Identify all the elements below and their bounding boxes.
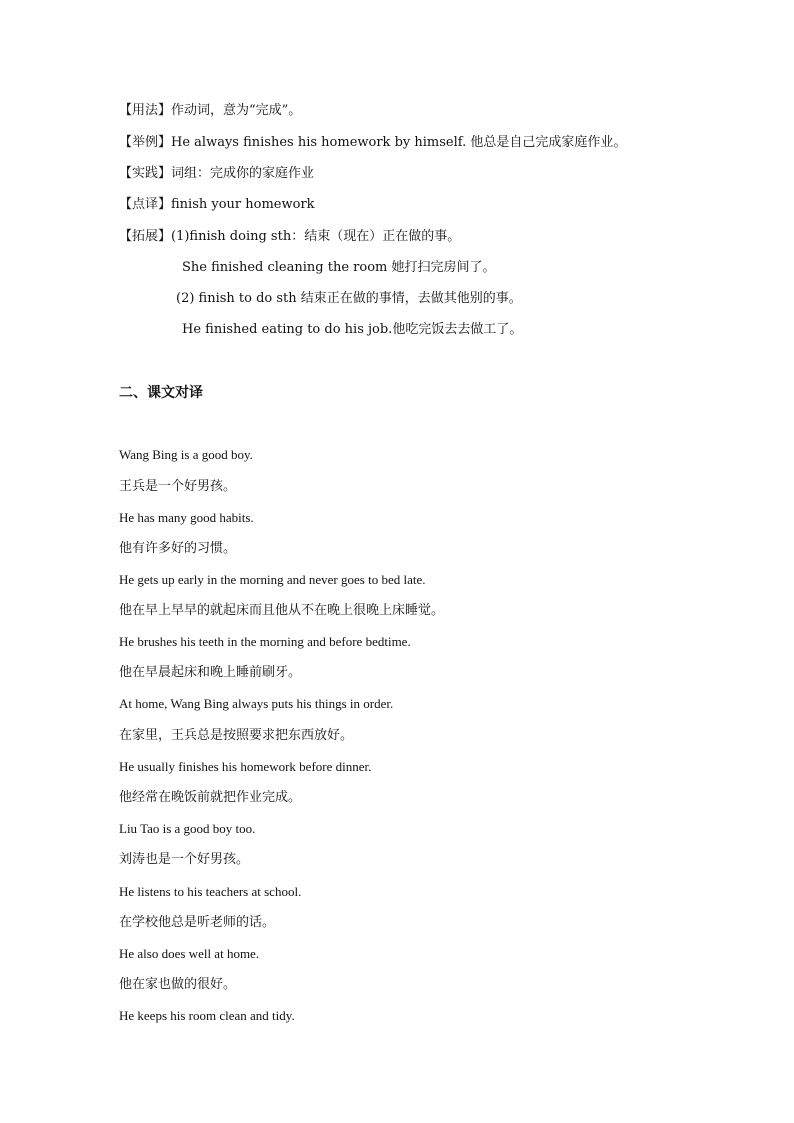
dialogue-line: Liu Tao is a good boy too. [119, 821, 256, 836]
dialogue-line: At home, Wang Bing always puts his things in order. [119, 696, 394, 711]
example-line: 【举例】He always finishes his homework by himself. 他总是自己完成家庭作业。 [119, 135, 627, 150]
dialogue-line: 王兵是一个好男孩。 [119, 479, 237, 494]
dialogue-line: 在学校他总是听老师的话。 [119, 915, 276, 930]
section-title: 二、课文对译 [119, 385, 203, 401]
dialogue-line: 他经常在晚饭前就把作业完成。 [119, 790, 302, 805]
extension-line-2: (2) finish to do sth 结束正在做的事情，去做其他别的事。 [176, 291, 522, 306]
dialogue-line: 刘涛也是一个好男孩。 [119, 852, 250, 867]
dialogue-line: Wang Bing is a good boy. [119, 447, 253, 462]
dialogue-line: He has many good habits. [119, 510, 254, 525]
extension-example-2: He finished eating to do his job.他吃完饭去去做工了。 [182, 322, 523, 337]
dialogue-line: He keeps his room clean and tidy. [119, 1008, 295, 1023]
dialogue-line: 他有许多好的习惯。 [119, 541, 237, 556]
usage-line: 【用法】作动词，意为“完成”。 [119, 103, 302, 118]
dialogue-line: 他在早上早早的就起床而且他从不在晚上很晚上床睡觉。 [119, 603, 445, 618]
dialogue-line: 他在家也做的很好。 [119, 977, 237, 992]
practice-line: 【实践】词组：完成你的家庭作业 [119, 166, 315, 181]
dialogue-line: He gets up early in the morning and never goes to bed late. [119, 572, 426, 587]
dialogue-line: He brushes his teeth in the morning and before bedtime. [119, 634, 411, 649]
extension-line: 【拓展】(1)finish doing sth：结束（现在）正在做的事。 [119, 229, 461, 244]
translation-line: 【点译】finish your homework [119, 197, 315, 212]
dialogue-line: He listens to his teachers at school. [119, 884, 302, 899]
dialogue-line: 他在早晨起床和晚上睡前刷牙。 [119, 665, 302, 680]
dialogue-line: 在家里，王兵总是按照要求把东西放好。 [119, 728, 354, 743]
extension-example-1: She finished cleaning the room 她打扫完房间了。 [182, 260, 496, 275]
dialogue-line: He usually finishes his homework before dinner. [119, 759, 372, 774]
dialogue-line: He also does well at home. [119, 946, 260, 961]
